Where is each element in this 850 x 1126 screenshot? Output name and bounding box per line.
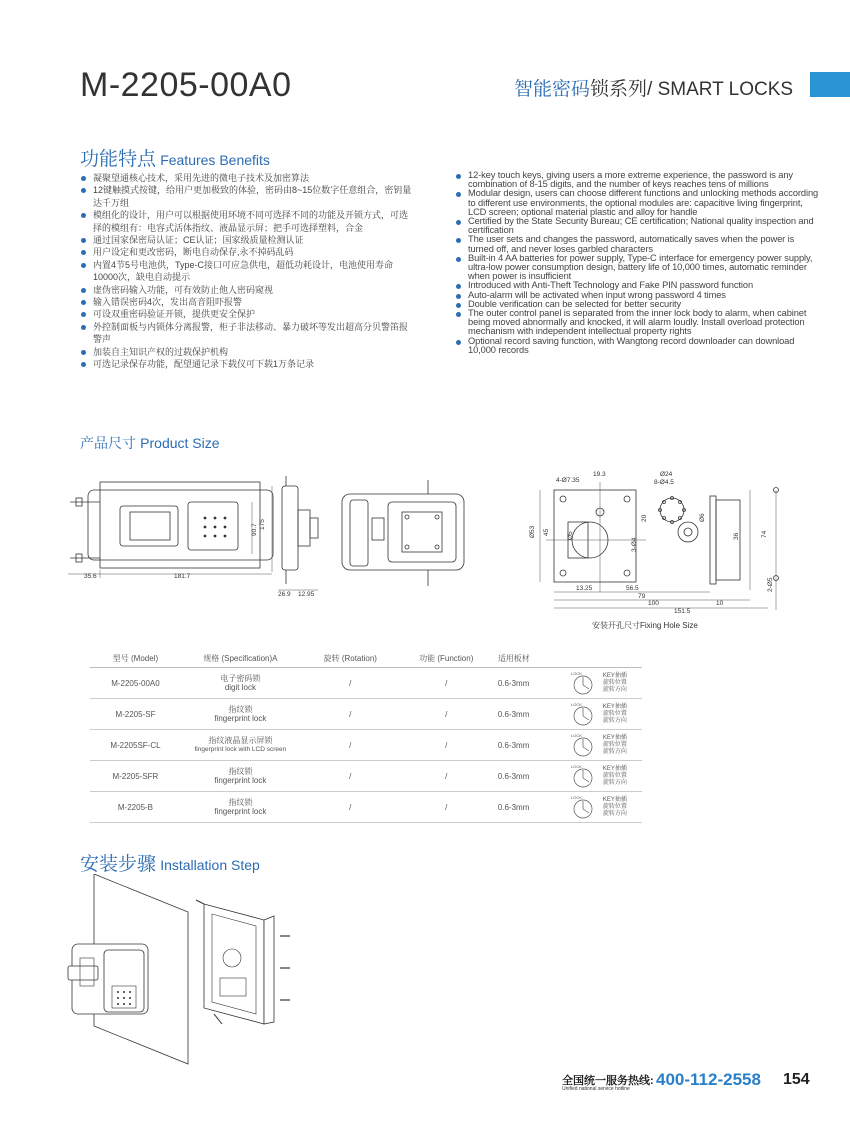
key-rotation-icon (567, 732, 601, 758)
dim-36: 36 (733, 532, 740, 540)
front-lock-unit (68, 944, 148, 1014)
cell-spec-zh: 指纹锁 (228, 798, 253, 807)
dim-79: 79 (638, 593, 646, 600)
feature-cn-item: 内置4节5号电池供，Type-C接口可应急供电，超低功耗设计，电池使用寿命 10000次，缺电自动提示 (80, 259, 415, 284)
dim-56-5: 56.5 (626, 585, 639, 592)
feature-cn-item: 输入错误密码4次，发出高音阻吓报警 (80, 296, 415, 308)
feature-en-item: Double verification can be selected for better security (455, 300, 820, 309)
feature-cn-item: 加装自主知识产权的过载保护机构 (80, 346, 415, 358)
dim-10: 10 (716, 600, 724, 607)
side-view-drawing (278, 476, 318, 590)
footer-hotline-label-en: Unified national service hotline (562, 1086, 630, 1092)
lock-label: LOCK (570, 671, 582, 676)
feature-cn-item: 外控制面板与内锁体分离报警，柜子非法移动、暴力破坏等发出超高分贝警笛报警声 (80, 321, 415, 346)
header-accent-bar (810, 72, 850, 97)
dim-181-7: 181.7 (174, 573, 191, 580)
cell-icon (567, 792, 642, 823)
rear-lock-body (196, 900, 290, 1024)
cell-function: / (401, 761, 492, 792)
page-number: 154 (783, 1071, 810, 1088)
model-title: M-2205-00A0 (80, 66, 292, 104)
position-note: 旋转位置 (602, 803, 627, 810)
cell-spec-en: fingerprint lock (214, 776, 267, 785)
cell-spec-en: fingerprint lock (214, 714, 267, 723)
cell-model: M-2205SF-CL (90, 730, 181, 761)
features-title (80, 144, 270, 171)
feature-cn-item: 12键触摸式按键，给用户更加极致的体验，密码由8~15位数字任意组合，密钥量达千万组 (80, 184, 415, 209)
cell-spec (181, 730, 300, 761)
table-row (90, 761, 642, 792)
position-note: 旋转位置 (602, 679, 627, 686)
cell-function: / (401, 699, 492, 730)
dim-90-7: 90.7 (251, 523, 258, 536)
series-title-zh-highlight: 智能密码 (514, 79, 591, 100)
feature-cn-item: 用户设定和更改密码，断电自动保存,永不掉码乱码 (80, 246, 415, 258)
dim-3-hole-4: 3-Ø4 (631, 537, 638, 552)
key-rotation-icon (567, 701, 601, 727)
cell-function: / (401, 668, 492, 699)
feature-en-item: Optional record saving function, with Wangtong record downloader can download 10,000 records (455, 337, 820, 355)
series-title-zh: 锁系列/ (590, 79, 658, 100)
footer-phone-number: 400-112-2558 (656, 1070, 761, 1089)
product-size-title (80, 433, 220, 453)
cell-spec-zh: 指纹液晶显示屏锁 (208, 736, 273, 745)
features-title-en: Features Benefits (160, 152, 270, 168)
key-rotation-icon (567, 670, 601, 696)
cell-icon (567, 699, 642, 730)
feature-cn-item: 模组化的设计，用户可以根据使用环境不同可选择不同的功能及开锁方式，可选择的模组有：电容式活体指纹、液晶显示屏；把手可选择塑料，合金 (80, 209, 415, 234)
key-note: KEY抽插 (602, 765, 627, 772)
key-note: KEY抽插 (602, 734, 627, 741)
header-model: 型号 (Model) (90, 649, 181, 668)
cell-rotation: / (300, 792, 401, 823)
header-function: 功能 (Function) (401, 649, 492, 668)
dim-100: 100 (648, 600, 659, 607)
dim-175: 175 (259, 519, 266, 530)
dim-13-25: 13.25 (576, 585, 593, 592)
feature-cn-item: 可设双重密码验证开锁，提供更安全保护 (80, 308, 415, 320)
spec-table (90, 649, 642, 823)
feature-cn-item: 虚伪密码输入功能，可有效防止他人密码窥视 (80, 284, 415, 296)
cell-spec-zh: 指纹锁 (228, 767, 253, 776)
table-row (90, 730, 642, 761)
series-title (514, 74, 793, 101)
cell-function: / (401, 792, 492, 823)
spec-table-header (90, 649, 642, 668)
dim-12-95: 12.95 (298, 591, 315, 598)
feature-en-item: Introduced with Anti-Theft Technology and Fake PIN password function (455, 281, 820, 290)
position-note: 旋转位置 (602, 741, 627, 748)
cell-rotation: / (300, 730, 401, 761)
front-view-drawing (68, 482, 273, 578)
key-note: KEY抽插 (602, 672, 627, 679)
cell-icon (567, 730, 642, 761)
cell-function: / (401, 730, 492, 761)
cell-rotation: / (300, 761, 401, 792)
cell-spec (181, 792, 300, 823)
feature-cn-item: 凝聚望通核心技术，采用先进的微电子技术及加密算法 (80, 172, 415, 184)
feature-en-item: Modular design, users can choose different functions and unlocking methods according to different use environments, the optional modules are: capacitive living fingerprint, LCD screen; optional material plastic and alloy for handle (455, 189, 820, 217)
feature-cn-item: 通过国家保密局认证；CE认证；国家级质量检测认证 (80, 234, 415, 246)
dim-24: Ø24 (660, 471, 673, 478)
cell-plate: 0.6-3mm (492, 699, 567, 730)
cell-icon (567, 668, 642, 699)
header-icon (567, 649, 642, 668)
installation-title-zh: 安装步骤 (80, 854, 157, 875)
cell-rotation: / (300, 668, 401, 699)
feature-en-item: Auto-alarm will be activated when input wrong password 4 times (455, 291, 820, 300)
features-list-en (455, 171, 820, 355)
installation-title (80, 849, 260, 876)
features-list-cn (80, 172, 415, 371)
dim-2-hole-5: 2-Ø5 (767, 577, 774, 592)
installation-illustration (64, 874, 304, 1068)
lock-label: LOCK (570, 702, 582, 707)
feature-cn-item: 可选记录保存功能，配望通记录下载仪可下载1万条记录 (80, 358, 415, 370)
cell-spec (181, 668, 300, 699)
cell-spec (181, 699, 300, 730)
direction-note: 旋转方向 (602, 686, 627, 693)
key-rotation-icon (567, 794, 601, 820)
dim-26-9: 26.9 (278, 591, 291, 598)
dimension-drawings (60, 462, 840, 622)
key-note: KEY抽插 (602, 796, 627, 803)
dim-20: 20 (641, 514, 648, 522)
cell-icon (567, 761, 642, 792)
direction-note: 旋转方向 (602, 717, 627, 724)
dim-6: Ø6 (699, 513, 706, 522)
cell-spec-zh: 电子密码锁 (220, 674, 261, 683)
feature-en-item: 12-key touch keys, giving users a more extreme experience, the password is any combination of 8-15 digits, and the number of keys reaches tens of millions (455, 171, 820, 189)
features-title-zh: 功能特点 (80, 149, 157, 170)
dim-45: 45 (543, 528, 550, 536)
header-plate: 适用板材 (492, 649, 567, 668)
table-row (90, 699, 642, 730)
fixing-hole-caption: 安装开孔尺寸Fixing Hole Size (592, 621, 698, 630)
cell-spec-en: fingerprint lock (214, 807, 267, 816)
lock-label: LOCK (570, 764, 582, 769)
back-view-drawing (342, 480, 464, 586)
key-rotation-icon (567, 763, 601, 789)
cell-model: M-2205-00A0 (90, 668, 181, 699)
position-note: 旋转位置 (602, 710, 627, 717)
cell-model: M-2205-SFR (90, 761, 181, 792)
series-title-en: SMART LOCKS (657, 79, 794, 100)
cell-spec-en: digit lock (224, 683, 256, 692)
cell-rotation: / (300, 699, 401, 730)
dim-19-3: 19.3 (593, 471, 606, 478)
key-notes (603, 766, 627, 787)
feature-en-item: Built-in 4 AA batteries for power supply, Type-C interface for emergency power supply, ultra-low power consumption design, battery life of 10,000 times, automatic reminder when power is insufficient (455, 254, 820, 282)
cell-spec-zh: 指纹锁 (228, 705, 253, 714)
cell-plate: 0.6-3mm (492, 792, 567, 823)
dim-74: 74 (761, 530, 768, 538)
table-row (90, 668, 642, 699)
feature-en-item: The user sets and changes the password, automatically saves when the power is turned off, and never loses garbled characters (455, 235, 820, 253)
feature-en-item: The outer control panel is separated from the inner lock body to alarm, when cabinet being moved abnormally and knocked, it will alarm loudly. Install overload protection mechanism with independent intellectual property rights (455, 309, 820, 337)
header-spec: 规格 (Specification)A (181, 649, 300, 668)
direction-note: 旋转方向 (602, 779, 627, 786)
key-note: KEY抽插 (602, 703, 627, 710)
lock-label: LOCK (570, 733, 582, 738)
product-size-title-zh: 产品尺寸 (80, 435, 136, 451)
direction-note: 旋转方向 (602, 748, 627, 755)
dim-151-5: 151.5 (674, 608, 691, 615)
dim-8-hole-4-5: 8-Ø4.5 (654, 479, 674, 486)
footer-hotline-label: 全国统一服务热线: (562, 1075, 654, 1087)
dim-53: Ø53 (529, 525, 536, 538)
lock-label: LOCK (570, 795, 582, 800)
cell-plate: 0.6-3mm (492, 668, 567, 699)
cell-spec-en: fingerprint lock with LCD screen (194, 746, 287, 753)
key-notes (603, 673, 627, 694)
direction-note: 旋转方向 (602, 810, 627, 817)
position-note: 旋转位置 (602, 772, 627, 779)
header-rotation: 旋转 (Rotation) (300, 649, 401, 668)
cell-plate: 0.6-3mm (492, 761, 567, 792)
dim-4-hole-7-35: 4-Ø7.35 (556, 477, 580, 484)
key-notes (603, 704, 627, 725)
feature-en-item: Certified by the State Security Bureau; CE certification; National quality inspection and certification (455, 217, 820, 235)
cell-plate: 0.6-3mm (492, 730, 567, 761)
cell-spec (181, 761, 300, 792)
cell-model: M-2205-B (90, 792, 181, 823)
table-row (90, 792, 642, 823)
dim-5: Ø5 (567, 531, 574, 540)
installation-title-en: Installation Step (160, 857, 260, 873)
product-size-title-en: Product Size (140, 435, 220, 451)
dim-35-6: 35.6 (84, 573, 97, 580)
key-notes (603, 797, 627, 818)
key-notes (603, 735, 627, 756)
cell-model: M-2205-SF (90, 699, 181, 730)
